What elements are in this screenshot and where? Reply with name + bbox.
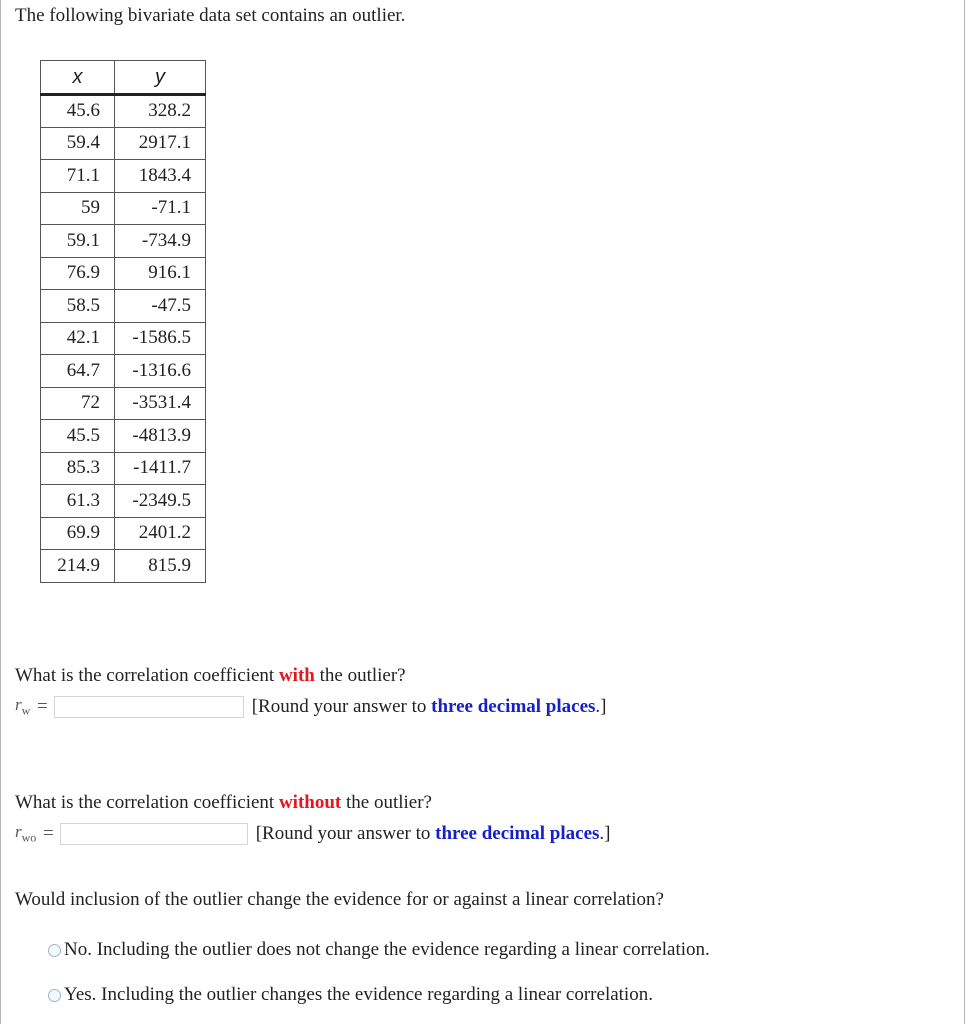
cell-y: 328.2 — [115, 95, 206, 128]
table-header-row — [41, 61, 206, 95]
cell-y: 815.9 — [115, 550, 206, 583]
option-no[interactable] — [48, 939, 710, 961]
table-row — [41, 452, 206, 485]
question-text-end: the outlier? — [341, 792, 432, 813]
cell-x: 59 — [41, 192, 115, 225]
cell-y: 916.1 — [115, 257, 206, 290]
cell-y: -2349.5 — [115, 485, 206, 518]
table-row — [41, 225, 206, 258]
r-without-outlier-input[interactable] — [60, 823, 248, 845]
question-text-end: the outlier? — [314, 665, 406, 686]
option-yes[interactable] — [48, 984, 653, 1006]
column-header-y: y — [115, 61, 206, 95]
cell-x: 72 — [41, 387, 115, 420]
cell-y: -4813.9 — [115, 420, 206, 453]
data-table — [40, 60, 206, 583]
cell-x: 69.9 — [41, 517, 115, 550]
table-body — [41, 95, 206, 583]
cell-y: -1316.6 — [115, 355, 206, 388]
emphasis-without: without — [278, 792, 342, 813]
cell-y: -71.1 — [115, 192, 206, 225]
cell-y: 1843.4 — [115, 160, 206, 193]
radio-button-icon[interactable] — [48, 989, 61, 1002]
column-header-x: x — [41, 61, 115, 95]
cell-x: 61.3 — [41, 485, 115, 518]
table-row — [41, 355, 206, 388]
emphasis-with: with — [278, 665, 315, 686]
cell-x: 42.1 — [41, 322, 115, 355]
equals-sign: = — [43, 822, 54, 844]
question-without-outlier — [15, 792, 432, 814]
cell-x: 214.9 — [41, 550, 115, 583]
variable-r-wo: $r_{wo}$ — [15, 822, 37, 845]
table-row — [41, 387, 206, 420]
rounding-hint: [Round your answer to three decimal places.] — [251, 695, 607, 717]
answer-row-without-outlier — [15, 822, 611, 845]
table-row — [41, 95, 206, 128]
cell-y: 2401.2 — [115, 517, 206, 550]
variable-r-w: $r_w$ — [15, 695, 31, 718]
answer-row-with-outlier — [15, 695, 607, 718]
intro-text: The following bivariate data set contains an outlier. — [15, 5, 406, 26]
cell-x: 59.4 — [41, 127, 115, 160]
option-yes-label: Yes. Including the outlier changes the evidence regarding a linear correlation. — [64, 984, 653, 1005]
question-linear-correlation: Would inclusion of the outlier change the evidence for or against a linear correlation? — [15, 889, 664, 910]
cell-x: 76.9 — [41, 257, 115, 290]
table-row — [41, 290, 206, 323]
table-row — [41, 485, 206, 518]
rounding-hint: [Round your answer to three decimal places.] — [255, 822, 611, 844]
cell-y: -3531.4 — [115, 387, 206, 420]
equals-sign: = — [37, 695, 48, 717]
table-row — [41, 550, 206, 583]
question-text: What is the correlation coefficient — [15, 792, 279, 813]
table-row — [41, 257, 206, 290]
cell-x: 45.6 — [41, 95, 115, 128]
table-row — [41, 517, 206, 550]
radio-button-icon[interactable] — [48, 944, 61, 957]
cell-x: 85.3 — [41, 452, 115, 485]
question-text: What is the correlation coefficient — [15, 665, 279, 686]
cell-y: -734.9 — [115, 225, 206, 258]
cell-x: 58.5 — [41, 290, 115, 323]
r-with-outlier-input[interactable] — [54, 696, 244, 718]
option-no-label: No. Including the outlier does not change the evidence regarding a linear correlation. — [64, 939, 710, 960]
table-row — [41, 127, 206, 160]
cell-x: 71.1 — [41, 160, 115, 193]
table-row — [41, 420, 206, 453]
table-row — [41, 322, 206, 355]
cell-x: 64.7 — [41, 355, 115, 388]
cell-y: -1411.7 — [115, 452, 206, 485]
cell-y: -47.5 — [115, 290, 206, 323]
cell-x: 45.5 — [41, 420, 115, 453]
cell-x: 59.1 — [41, 225, 115, 258]
cell-y: -1586.5 — [115, 322, 206, 355]
cell-y: 2917.1 — [115, 127, 206, 160]
table-row — [41, 160, 206, 193]
question-with-outlier — [15, 665, 406, 687]
table-row — [41, 192, 206, 225]
